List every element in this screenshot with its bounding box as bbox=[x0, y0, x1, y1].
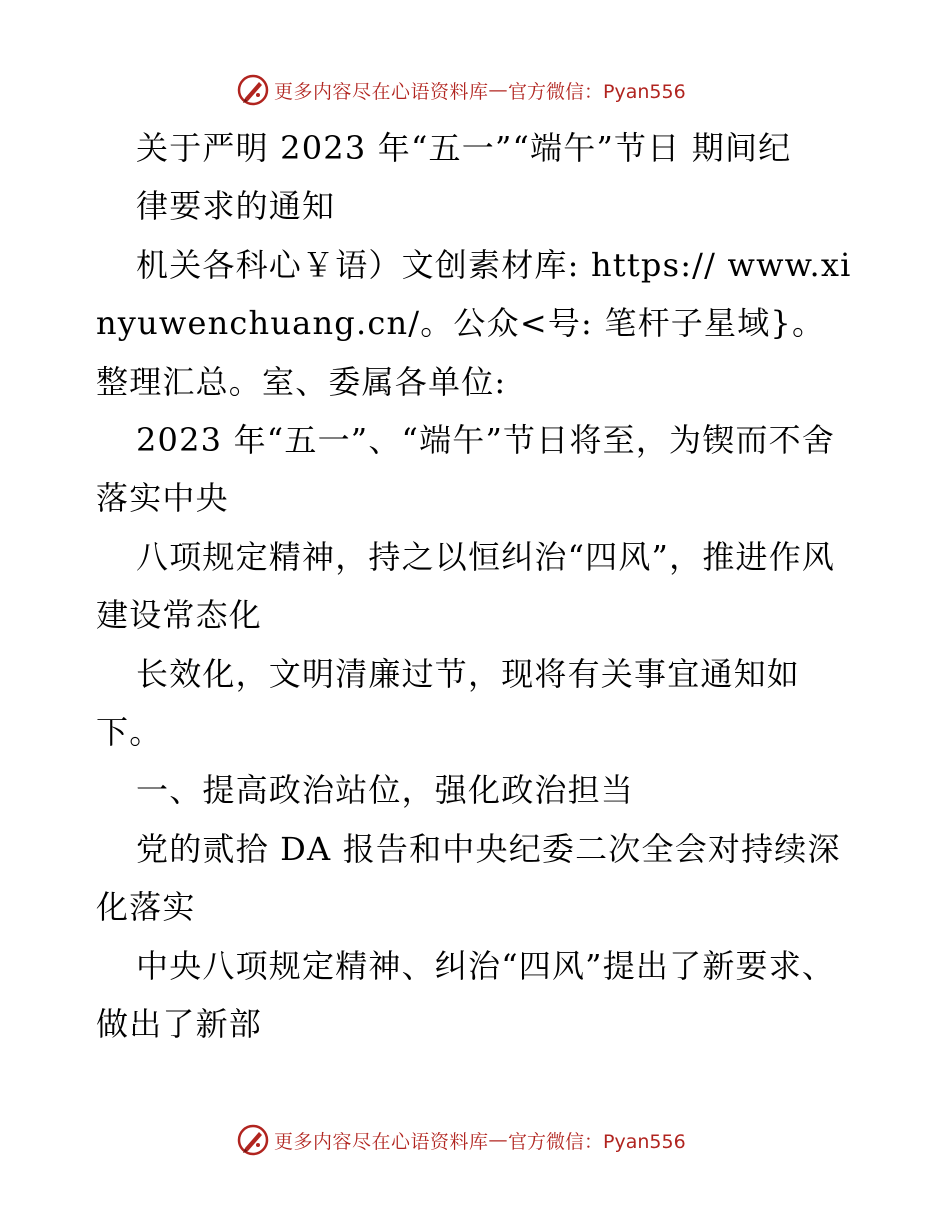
paragraph-intro-1: 2023 年“五一”、“端午”节日将至，为锲而不舍落实中央 bbox=[96, 421, 836, 518]
paragraph-addressee: 机关各科心￥语）文创素材库: https:// www.xinyuwenchuang.cn/。公众<号: 笔杆子星域}。整理汇总。室、委属各单位: bbox=[96, 245, 852, 401]
header-watermark bbox=[236, 73, 686, 107]
watermark-sub-text: 官方微信：Pyan556 bbox=[508, 80, 686, 103]
paragraph-intro-2: 八项规定精神，持之以恒纠治“四风”，推进作风建设常态化 bbox=[96, 537, 836, 635]
watermark-dash: — bbox=[488, 1129, 509, 1151]
paragraph-title-line1: 关于严明 2023 年“五一”“端午”节日 期间纪 bbox=[136, 129, 792, 167]
pen-logo-icon bbox=[236, 1123, 270, 1157]
paragraph-intro-3: 长效化，文明清廉过节，现将有关事宜通知如下。 bbox=[96, 654, 801, 752]
footer-watermark bbox=[236, 1123, 686, 1157]
section-heading-1: 一、提高政治站位，强化政治担当 bbox=[136, 771, 635, 810]
pen-logo-icon bbox=[236, 73, 270, 107]
watermark-sub-text: 官方微信：Pyan556 bbox=[508, 1130, 686, 1153]
watermark-main-text: 更多内容尽在心语资料库 bbox=[274, 80, 489, 103]
paragraph-section-1b: 中央八项规定精神、纠治“四风”提出了新要求、做出了新部 bbox=[96, 946, 836, 1044]
paragraph-title-line2: 律要求的通知 bbox=[136, 187, 336, 226]
watermark-dash: — bbox=[488, 79, 509, 101]
watermark-main-text: 更多内容尽在心语资料库 bbox=[274, 1130, 489, 1153]
document-body bbox=[96, 119, 856, 1054]
paragraph-section-1a: 党的贰拾 DA 报告和中央纪委二次全会对持续深化落实 bbox=[96, 829, 841, 927]
